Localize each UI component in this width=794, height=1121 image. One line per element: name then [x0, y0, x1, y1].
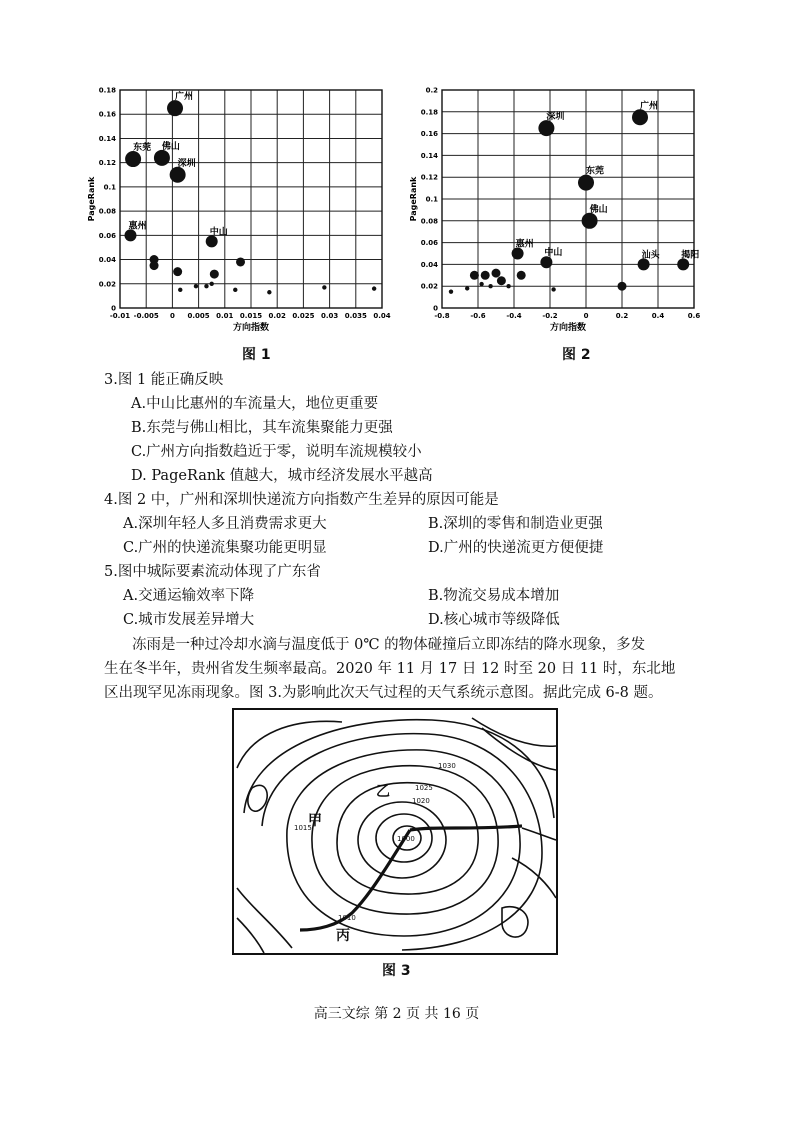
y-tick-label: 0.2: [425, 86, 438, 95]
data-point: [178, 288, 182, 292]
data-label: 深圳: [177, 158, 196, 169]
question-5-option-d: D.核心城市等级降低: [428, 612, 560, 628]
y-tick-label: 0.14: [420, 151, 438, 160]
data-label: 广州: [175, 92, 194, 103]
x-tick-label: -0.4: [506, 312, 522, 320]
data-point: [173, 267, 182, 276]
y-axis-label: PageRank: [87, 176, 96, 222]
data-point: [551, 287, 555, 291]
passage-line-2: 生在冬半年，贵州省发生频率最高。2020 年 11 月 17 日 12 时至 20 日 11 时，东北地: [104, 661, 676, 677]
x-tick-label: 0.015: [239, 312, 263, 320]
data-label: 惠州: [515, 239, 534, 250]
question-4-option-a: A.深圳年轻人多且消费需求更大: [123, 516, 327, 532]
x-tick-label: 0.04: [373, 312, 391, 320]
data-point: [372, 286, 376, 290]
isobar-label-1025: 1025: [415, 784, 433, 792]
figure-1-svg: [88, 82, 393, 342]
y-tick-label: 0.1: [103, 183, 116, 192]
data-point-广州: [632, 109, 648, 125]
data-point-东莞: [578, 175, 594, 191]
passage: [104, 633, 794, 705]
data-point-佛山: [154, 150, 170, 166]
y-tick-label: 0.04: [420, 260, 438, 269]
figure-2-svg: [408, 82, 708, 342]
data-point: [481, 271, 490, 280]
data-point-佛山: [582, 213, 598, 229]
data-point: [204, 284, 208, 288]
question-4-option-b: B.深圳的零售和制造业更强: [428, 516, 603, 532]
y-tick-label: 0.14: [98, 134, 116, 143]
y-tick-label: 0.12: [98, 159, 116, 168]
data-point-东莞: [125, 151, 141, 167]
data-label: 中山: [544, 248, 563, 259]
data-point: [150, 261, 159, 270]
y-tick-label: 0: [433, 304, 438, 313]
x-tick-label: -0.01: [109, 312, 131, 320]
data-point: [618, 282, 627, 291]
x-tick-label: 0.03: [320, 312, 339, 320]
y-tick-label: 0.18: [420, 108, 438, 117]
label-jia: 甲: [308, 813, 322, 829]
weather-map-svg: [232, 708, 558, 955]
question-5-stem: 5.图中城际要素流动体现了广东省: [104, 564, 321, 580]
question-3-option-d: D. PageRank 值越大，城市经济发展水平越高: [131, 468, 433, 484]
x-tick-label: 0.025: [292, 312, 315, 320]
data-point: [322, 285, 326, 289]
question-4-option-c: C.广州的快递流集聚功能更明显: [123, 540, 327, 556]
x-tick-label: 0: [169, 312, 175, 320]
data-label: 佛山: [161, 141, 180, 152]
data-label: 惠州: [128, 221, 147, 232]
question-5-option-a: A.交通运输效率下降: [123, 588, 255, 604]
label-yi: 乙: [376, 784, 390, 800]
y-tick-label: 0.08: [98, 207, 116, 216]
x-axis-label: 方向指数: [549, 323, 587, 333]
y-tick-label: 0.06: [98, 231, 116, 240]
data-point: [479, 282, 483, 286]
question-4-stem: 4.图 2 中，广州和深圳快递流方向指数产生差异的原因可能是: [104, 492, 499, 508]
x-tick-label: 0: [583, 312, 589, 320]
y-tick-label: 0.04: [98, 256, 116, 265]
figure-2-chart: [408, 82, 708, 342]
figure-3-weather-map: [232, 708, 558, 959]
x-tick-label: 0.2: [615, 312, 629, 320]
data-point: [236, 257, 245, 266]
data-point: [492, 269, 501, 278]
x-tick-label: 0.4: [651, 312, 665, 320]
data-point: [267, 290, 271, 294]
data-label: 深圳: [546, 112, 565, 123]
y-tick-label: 0: [111, 304, 116, 313]
x-axis-label: 方向指数: [232, 323, 270, 333]
question-4-option-d: D.广州的快递流更方便便捷: [428, 540, 604, 556]
data-label: 汕头: [641, 250, 660, 261]
x-tick-label: -0.6: [470, 312, 486, 320]
data-label: 东莞: [585, 166, 605, 177]
isobar-label-1000: 1000: [397, 835, 415, 843]
data-point: [506, 284, 510, 288]
data-point: [497, 276, 506, 285]
y-tick-label: 0.18: [98, 86, 116, 95]
x-tick-label: -0.005: [133, 312, 159, 320]
passage-line-1: 冻雨是一种过冷却水滴与温度低于 0℃ 的物体碰撞后立即冻结的降水现象，多发: [132, 637, 646, 653]
passage-line-3: 区出现罕见冻雨现象。图 3.为影响此次天气过程的天气系统示意图。据此完成 6-8 题。: [104, 685, 663, 701]
isobar-label-1015: 1015: [294, 824, 312, 832]
data-label: 揭阳: [681, 250, 700, 261]
data-label: 东莞: [133, 143, 152, 154]
x-tick-label: 0.005: [187, 312, 210, 320]
data-label: 中山: [209, 227, 228, 238]
figure-1-chart: [88, 82, 393, 342]
data-point: [210, 282, 214, 286]
y-tick-label: 0.06: [420, 239, 438, 248]
data-point: [470, 271, 479, 280]
x-tick-label: -0.8: [434, 312, 450, 320]
question-3-option-b: B.东莞与佛山相比，其车流集聚能力更强: [131, 420, 393, 436]
data-label: 佛山: [589, 204, 608, 215]
data-point: [488, 284, 492, 288]
y-tick-label: 0.1: [425, 195, 438, 204]
y-tick-label: 0.16: [420, 130, 438, 139]
y-tick-label: 0.08: [420, 217, 438, 226]
data-point: [194, 284, 198, 288]
data-point-深圳: [170, 167, 186, 183]
y-tick-label: 0.12: [420, 173, 438, 182]
figure-1-caption: 图 1: [242, 347, 271, 363]
question-5-option-b: B.物流交易成本增加: [428, 588, 560, 604]
label-bing: 丙: [336, 928, 350, 944]
question-5-option-c: C.城市发展差异增大: [123, 612, 255, 628]
x-tick-label: 0.6: [687, 312, 701, 320]
data-point: [517, 271, 526, 280]
y-tick-label: 0.16: [98, 110, 116, 119]
x-tick-label: 0.01: [216, 312, 234, 320]
isobar-label-1020: 1020: [412, 797, 430, 805]
data-point: [449, 289, 453, 293]
x-tick-label: 0.035: [344, 312, 367, 320]
x-tick-label: -0.2: [542, 312, 558, 320]
isobar-label-1010: 1010: [338, 914, 356, 922]
page-footer: 高三文综 第 2 页 共 16 页: [313, 1006, 480, 1022]
data-point-深圳: [538, 120, 554, 136]
figure-2-caption: 图 2: [562, 347, 591, 363]
data-point: [210, 270, 219, 279]
y-tick-label: 0.02: [420, 282, 438, 291]
y-axis-label: PageRank: [409, 176, 418, 222]
figure-3-caption: 图 3: [382, 963, 411, 979]
question-3-option-a: A.中山比惠州的车流量大，地位更重要: [131, 396, 379, 412]
x-tick-label: 0.02: [268, 312, 286, 320]
data-point: [465, 286, 469, 290]
data-label: 广州: [639, 101, 659, 112]
y-tick-label: 0.02: [98, 280, 116, 289]
data-point-广州: [167, 100, 183, 116]
data-point: [233, 288, 237, 292]
question-3-stem: 3.图 1 能正确反映: [104, 372, 224, 388]
question-3-option-c: C.广州方向指数趋近于零，说明车流规模较小: [131, 444, 422, 460]
isobar-label-1030: 1030: [438, 762, 456, 770]
